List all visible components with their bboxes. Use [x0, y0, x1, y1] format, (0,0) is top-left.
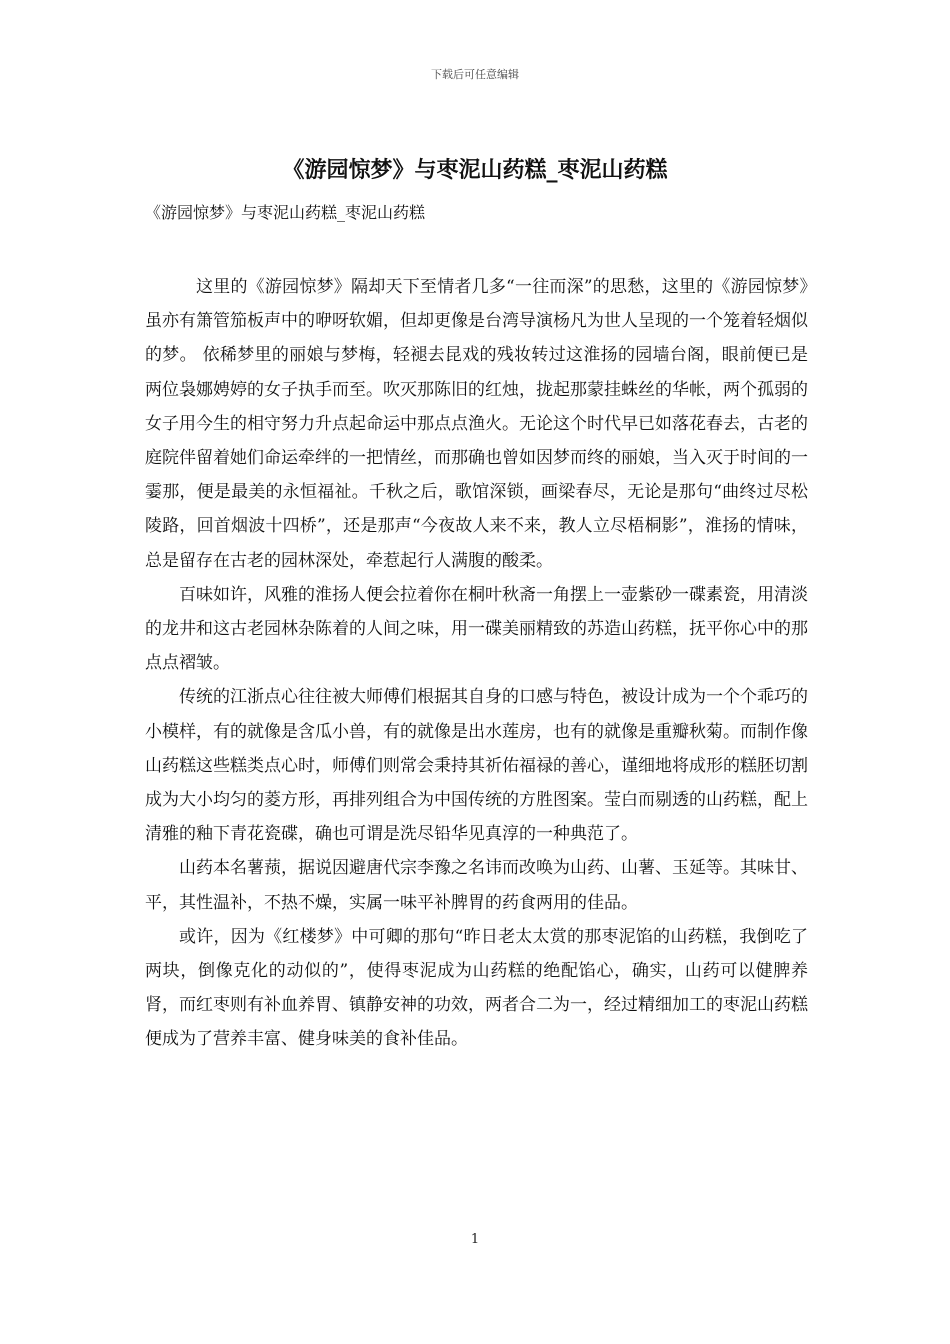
body-paragraph: 山药本名薯蓣，据说因避唐代宗李豫之名讳而改唤为山药、山薯、玉延等。其味甘、平，其性温补，不热不燥，实属一味平补脾胃的药食两用的佳品。	[145, 858, 808, 913]
body-paragraph: 传统的江浙点心往往被大师傅们根据其自身的口感与特色，被设计成为一个个乖巧的小模样，有的就像是含瓜小兽，有的就像是出水莲房，也有的就像是重瓣秋菊。而制作像山药糕这些糕类点心时，师傅们则常会秉持其祈佑福禄的善心，谨细地将成形的糕胚切割成为大小均匀的菱方形，再排列组合为中国传统的方胜图案。莹白而剔透的山药糕，配上清雅的釉下青花瓷碟，确也可谓是洗尽铅华见真淳的一种典范了。	[145, 687, 808, 845]
body-paragraph: 百味如许，风雅的淮扬人便会拉着你在桐叶秋斋一角摆上一壶紫砂一碟素瓷，用清淡的龙井和这古老园林杂陈着的人间之味，用一碟美丽精致的苏造山药糕，抚平你心中的那点点褶皱。	[145, 584, 808, 674]
document-subtitle: 《游园惊梦》与枣泥山药糕_枣泥山药糕	[145, 203, 426, 222]
document-title: 《游园惊梦》与枣泥山药糕_枣泥山药糕	[282, 157, 668, 183]
page-number: 1	[470, 1232, 480, 1247]
body-paragraph: 或许，因为《红楼梦》中可卿的那句“昨日老太太赏的那枣泥馅的山药糕，我倒吃了两块，倒像克化的动似的”，使得枣泥成为山药糕的绝配馅心，确实，山药可以健脾养肾，而红枣则有补血养胃、镇静安神的功效，两者合二为一，经过精细加工的枣泥山药糕便成为了营养丰富、健身味美的食补佳品。	[145, 926, 808, 1050]
body-paragraph: 这里的《游园惊梦》隔却天下至情者几多“一往而深”的思愁，这里的《游园惊梦》虽亦有箫管笳板声中的咿呀软媚，但却更像是台湾导演杨凡为世人呈现的一个笼着轻烟似的梦。 依稀梦里的丽娘与梦梅，轻褪去昆戏的残妆转过这淮扬的园墙台阁，眼前便已是两位袅娜娉婷的女子执手而至。吹灭那陈旧的红烛，拢起那蒙挂蛛丝的华帐，两个孤弱的女子用今生的相守努力升点起命运中那点点渔火。无论这个时代早已如落花春去，古老的庭院伴留着她们命运牵绊的一把情丝，而那确也曾如因梦而终的丽娘，当入灭于时间的一霎那，便是最美的永恒福祉。千秋之后，歌馆深锁，画梁春尽，无论是那句“曲终过尽松陵路，回首烟波十四桥”，还是那声“今夜故人来不来，教人立尽梧桐影”，淮扬的情味，总是留存在古老的园林深处，牵惹起行人满腹的酸柔。	[145, 277, 808, 571]
header-note: 下载后可任意编辑	[431, 68, 519, 81]
document-body	[145, 270, 808, 1057]
